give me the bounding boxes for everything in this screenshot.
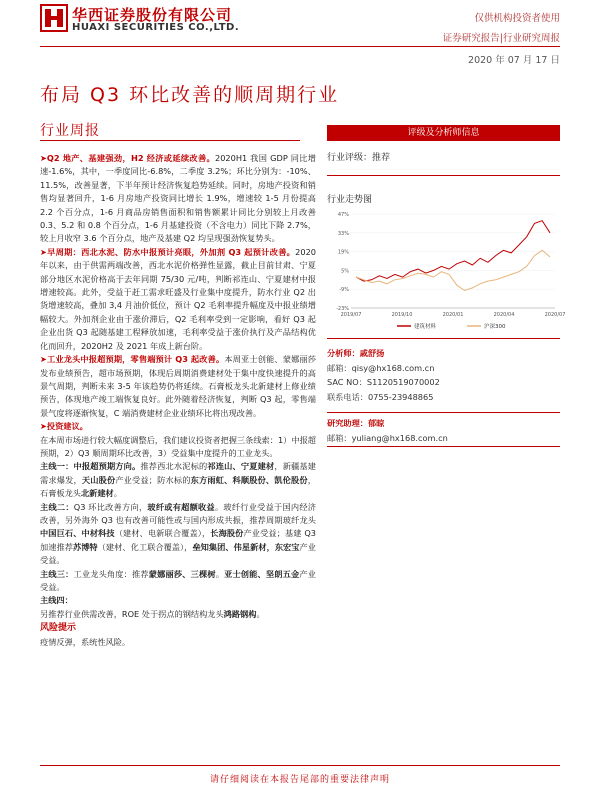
chart-x-ticks	[341, 312, 566, 318]
y-tick-label: 5%	[341, 268, 349, 275]
main-line-4	[40, 594, 316, 607]
main-line-1-stock: 天山股份	[81, 474, 116, 485]
main-line-2-text: （建材、化工联合覆盖），	[97, 541, 193, 552]
risk-text: 疫情反弹，系统性风险。	[40, 636, 131, 647]
audience-note: 仅供机构投资者使用	[474, 13, 560, 24]
x-tick-label: 2019/10	[391, 312, 413, 318]
main-line-2	[40, 501, 316, 568]
x-tick-label: 2020/01	[442, 312, 464, 318]
paragraph-macro-text: 2020H1 我国 GDP 同比增速-1.6%，其中，一季度同比-6.8%，二季度 3.2%；环比分别为：-10%、11.5%，改善显著，下半年预计经济恢复趋势延续。同时，房地产投资和销售均显著回升，1-6 月房地产投资同比增长 1.9%，增速较 1-5 月份提高 2.2 个百分点，1-6 月商品房销售面积和销售额累计同比分别较上月改善 0.3、5.2 和 0.8 个百分点，1-6 月基建投资（不含电力）同比下降 2.7%，较上月收窄 3.6 个百分点，地产及基建 Q2 均呈现强劲恢复势头。	[40, 153, 316, 244]
industry-rating: 行业评级：推荐	[327, 153, 391, 163]
paragraph-industrial-text: 本周亚士创能、蒙娜丽莎发布业绩预告，超市场预期，体现后周期消费建材处于集中度快速提升的高景气周期，判断未来 3-5 年该趋势仍将延续。石膏板龙头北新建材上修业绩预告，体现地产竣工端恢复良好。此外随着经济恢复，判断 Q3 起，零售端景气度将逐渐恢复，C 端消费建材企业业绩环比将出现改善。	[40, 354, 316, 418]
main-line-2-text: 。玻纤行业受益于国内经济改善，另外海外 Q3 也有改善可能性或与国内形成共振，推荐周期玻纤龙头	[40, 501, 316, 525]
y-tick-label: -23%	[336, 306, 349, 312]
main-line-2-stock: 长海股份	[210, 528, 244, 539]
y-tick-label: 47%	[337, 212, 349, 218]
sidebar-divider	[327, 338, 560, 339]
legend-label: 建筑材料	[414, 324, 437, 330]
paragraph-macro-head: Q2 地产、基建强劲，H2 经济或延续改善。	[46, 153, 216, 163]
main-line-1-stock: 北新建材	[80, 488, 114, 499]
report-type: 证券研究报告|行业研究周报	[442, 33, 560, 44]
main-line-1-stock: 祁连山、宁夏建材	[207, 461, 275, 472]
report-title: 布局 Q3 环比改善的顺周期行业	[40, 84, 340, 106]
report-body	[40, 152, 316, 649]
y-tick-label: 33%	[337, 230, 349, 237]
section-divider	[40, 140, 300, 141]
main-line-2-stock: 玻纤或有超额收益	[147, 501, 215, 512]
paragraph-industrial	[40, 353, 316, 420]
main-line-2-text: Q3 环比改善方向，	[73, 501, 148, 512]
bullet-arrow-icon: ➤	[40, 421, 47, 432]
analyst-info	[327, 346, 560, 404]
chart-title: 行业走势图	[327, 195, 373, 205]
main-line-3-text: 。	[215, 568, 225, 579]
header-divider	[40, 46, 560, 47]
huaxi-logo-icon	[40, 4, 68, 32]
main-line-1	[40, 460, 316, 500]
bullet-arrow-icon: ➤	[40, 246, 47, 257]
main-line-4-head: 主线四：	[40, 595, 73, 606]
paragraph-macro	[40, 152, 316, 246]
paragraph-early-text: 2020 年以来，由于供需两端改善，西北水泥价格弹性显露，截止目前甘肃、宁夏部分地区水泥价格高于去年同期 75/30 元/吨，判断祁连山、宁夏建材中报增速较高。此外，受益于赶工需求旺盛及行业集中度提升，防水行业 Q2 出货增速较高，叠加 3,4 月油价低位，预计 Q2 毛利率提升幅度及中报业绩增幅较大。外加剂企业由于涨价滞后，Q2 毛利率受到一定影响，看好 Q3 起企业出货 Q3 起随基建工程释放加速，毛利率受益于涨价执行及产品结构优化而回升，2020H2 及 2021 年成上新台阶。	[40, 246, 316, 351]
chart-grid	[351, 214, 555, 308]
chart-legend	[397, 322, 506, 330]
legal-footer: 请仔细阅读在本报告尾部的重要法律声明	[209, 775, 390, 785]
main-line-3-text: 工业龙头角度：推荐	[73, 568, 149, 579]
main-line-2-head: 主线二：	[40, 501, 74, 512]
x-tick-label: 2020/04	[493, 312, 515, 318]
main-line-3-stock: 蒙娜丽莎、三棵树	[148, 568, 216, 579]
paragraph-investment-text: 在本周市场进行较大幅度调整后，我们建议投资者把握三条线索：1）中报超预期，2）Q3 顺周期环比改善，3）受益集中度提升的工业龙头。	[40, 434, 316, 458]
main-line-3-stock: 亚士创能、坚朗五金	[224, 568, 300, 579]
section-label: 行业周报	[40, 123, 100, 139]
main-line-2-stock: 苏博特	[72, 541, 98, 552]
risk-title	[40, 621, 316, 635]
legend-label: 沪深300	[484, 324, 506, 330]
main-line-3-head: 主线三：	[40, 568, 74, 579]
footer-divider	[40, 765, 560, 766]
analyst-email[interactable]: 邮箱：qisy@hx168.com.cn	[327, 362, 435, 373]
main-line-4-text: 另推荐行业供需改善，ROE 处于拐点的钢结构龙头	[40, 608, 224, 619]
analyst-sac: SAC NO：S1120519070002	[327, 377, 440, 387]
company-name-en: HUAXI SECURITIES CO.,LTD.	[72, 22, 240, 33]
assistant-email[interactable]: 邮箱：yuliang@hx168.com.cn	[327, 432, 448, 443]
main-line-2-text: 产业受益。	[40, 541, 316, 566]
company-name-cn: 华西证券股份有限公司	[72, 6, 233, 24]
paragraph-industrial-head: 工业龙头中报超预期，零售端预计 Q3 起改善。	[46, 354, 225, 365]
main-line-2-text: 产业受益；基建 Q3 加速推荐	[40, 528, 316, 552]
chart-series	[356, 221, 550, 291]
main-line-1-text: 产业受益；防水标的	[115, 474, 191, 485]
paragraph-early-head: 早周期：西北水泥、防水中报预计亮眼，外加剂 Q3 起预计改善。	[46, 246, 296, 257]
sidebar-divider	[327, 412, 560, 413]
main-line-2-stock: 垒知集团、伟星新材，东宏宝	[192, 541, 300, 552]
x-tick-label: 2019/07	[340, 312, 362, 318]
sidebar-divider	[327, 175, 560, 176]
chart-y-ticks	[336, 212, 349, 312]
sidebar-divider	[327, 446, 560, 447]
paragraph-early-cycle	[40, 246, 316, 353]
sidebar-header: 评级及分析师信息	[327, 125, 560, 141]
paragraph-investment-head: 投资建议。	[46, 421, 88, 432]
bullet-arrow-icon: ➤	[40, 354, 47, 365]
y-tick-label: -9%	[339, 287, 349, 294]
analyst-name: 分析师：戚舒扬	[327, 348, 385, 358]
paragraph-investment	[40, 420, 316, 433]
main-line-1-text: 。	[113, 488, 122, 499]
assistant-info	[327, 416, 560, 445]
main-line-3	[40, 568, 316, 595]
main-line-1-text: 推荐西北水泥标的	[140, 461, 208, 472]
main-line-4-body	[40, 608, 316, 621]
risk-title-text: 风险提示	[40, 623, 77, 634]
main-line-1-head: 主线一：中报超预期方向。	[40, 461, 141, 472]
series-line-0	[356, 221, 550, 281]
main-line-1-text: ，新疆基建需求爆发，	[40, 461, 316, 485]
bullet-arrow-icon: ➤	[40, 153, 47, 163]
report-date: 2020 年 07 月 17 日	[468, 55, 560, 66]
main-line-4-stock: 鸿路钢构	[223, 608, 257, 619]
main-line-2-stock: 中国巨石、中材科技	[40, 528, 115, 539]
main-line-3-text: 产业受益。	[40, 568, 316, 592]
analyst-phone: 联系电话：0755-23948865	[327, 391, 434, 402]
report-header	[0, 0, 600, 80]
main-line-4-text: 。	[256, 608, 265, 619]
y-tick-label: 19%	[337, 249, 349, 256]
x-tick-label: 2020/07	[544, 312, 566, 318]
industry-trend-chart	[327, 208, 566, 333]
assistant-name: 研究助理：郁晾	[327, 418, 385, 428]
main-line-1-text: ，石膏板龙头	[40, 474, 316, 499]
main-line-2-text: （建材、电新联合覆盖），	[114, 528, 211, 539]
main-line-1-stock: 东方雨虹、科顺股份、凯伦股份	[190, 474, 308, 485]
